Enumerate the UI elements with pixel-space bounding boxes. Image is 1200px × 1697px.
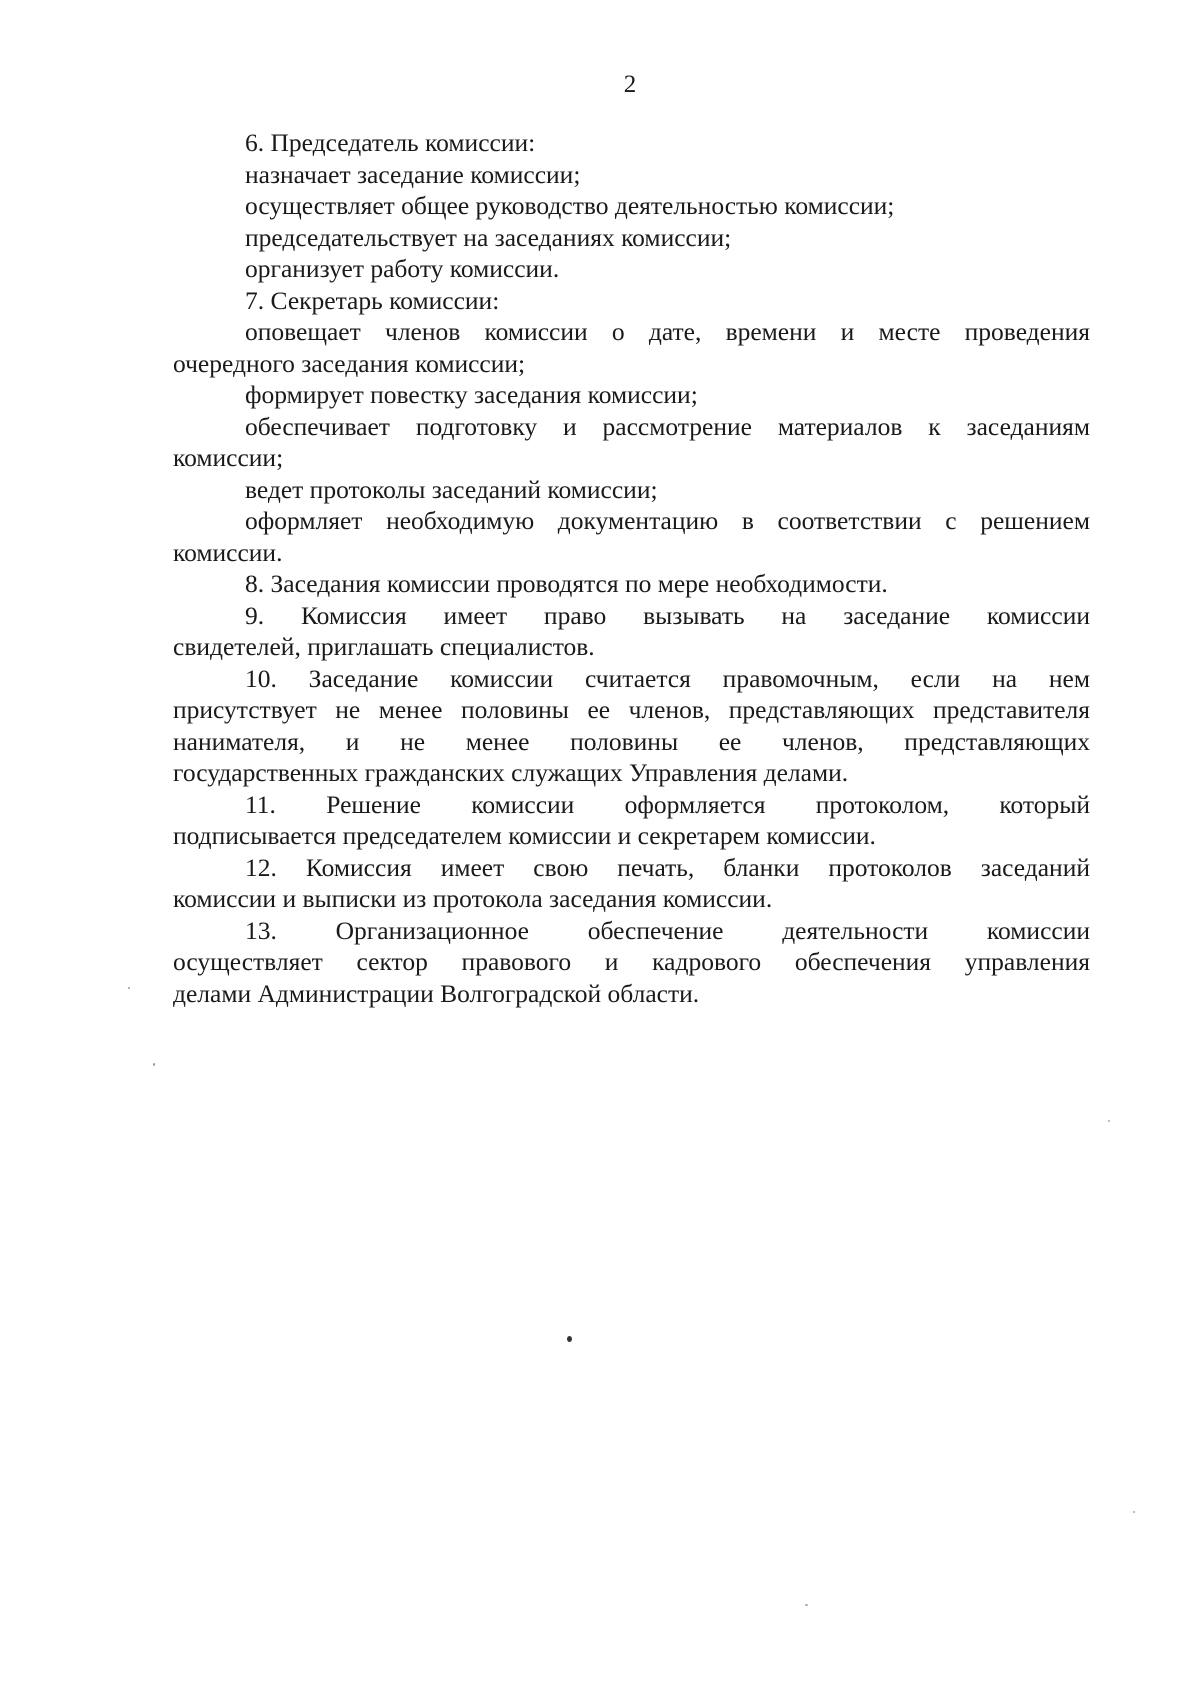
text-line: делами Администрации Волгоградской области.	[173, 978, 700, 1008]
document-body	[173, 127, 1090, 1009]
text-line: председательствует на заседаниях комиссии;	[245, 222, 732, 252]
text-line: комиссии;	[173, 443, 284, 472]
text-line: осуществляет сектор правового и кадрового обеспечения управления	[173, 947, 1090, 976]
text-line: 6. Председатель комиссии:	[245, 128, 536, 157]
text-line: присутствует не менее половины ее членов, представляющих представителя	[173, 695, 1090, 724]
scan-speck	[128, 987, 130, 989]
text-line: 9. Комиссия имеет право вызывать на заседание комиссии	[245, 600, 1090, 630]
text-line: очередного заседания комиссии;	[173, 348, 526, 378]
text-line: подписывается председателем комиссии и секретарем комиссии.	[173, 821, 876, 850]
text-line: назначает заседание комиссии;	[245, 159, 581, 189]
text-line: государственных гражданских служащих Управления делами.	[173, 758, 849, 787]
text-line: обеспечивает подготовку и рассмотрение материалов к заседаниям	[245, 411, 1090, 441]
text-line: осуществляет общее руководство деятельностью комиссии;	[245, 191, 895, 220]
text-line: организует работу комиссии.	[245, 254, 560, 283]
page-number: 2	[623, 71, 637, 98]
text-line: 10. Заседание комиссии считается правомочным, если на нем	[245, 663, 1090, 693]
text-line: свидетелей, приглашать специалистов.	[173, 632, 595, 661]
text-line: 7. Секретарь комиссии:	[245, 285, 500, 315]
scan-speck	[1108, 1120, 1110, 1122]
text-line: комиссии и выписки из протокола заседания комиссии.	[173, 884, 773, 913]
text-line: нанимателя, и не менее половины ее членов, представляющих	[173, 726, 1090, 756]
scan-speck	[567, 1336, 572, 1342]
scan-speck	[1133, 1511, 1135, 1513]
text-line: 13. Организационное обеспечение деятельности комиссии	[245, 915, 1090, 945]
text-line: комиссии.	[173, 537, 283, 567]
text-line: оповещает членов комиссии о дате, времени и месте проведения	[245, 317, 1090, 346]
text-line: 12. Комиссия имеет свою печать, бланки протоколов заседаний	[245, 852, 1090, 882]
text-line: 8. Заседания комиссии проводятся по мере необходимости.	[245, 569, 888, 598]
text-line: ведет протоколы заседаний комиссии;	[245, 474, 658, 504]
scan-speck	[805, 1604, 808, 1606]
text-line: 11. Решение комиссии оформляется протоколом, который	[245, 789, 1090, 819]
text-line: формирует повестку заседания комиссии;	[245, 380, 698, 409]
text-line: оформляет необходимую документацию в соответствии с решением	[245, 506, 1090, 535]
scan-speck	[153, 1063, 155, 1066]
